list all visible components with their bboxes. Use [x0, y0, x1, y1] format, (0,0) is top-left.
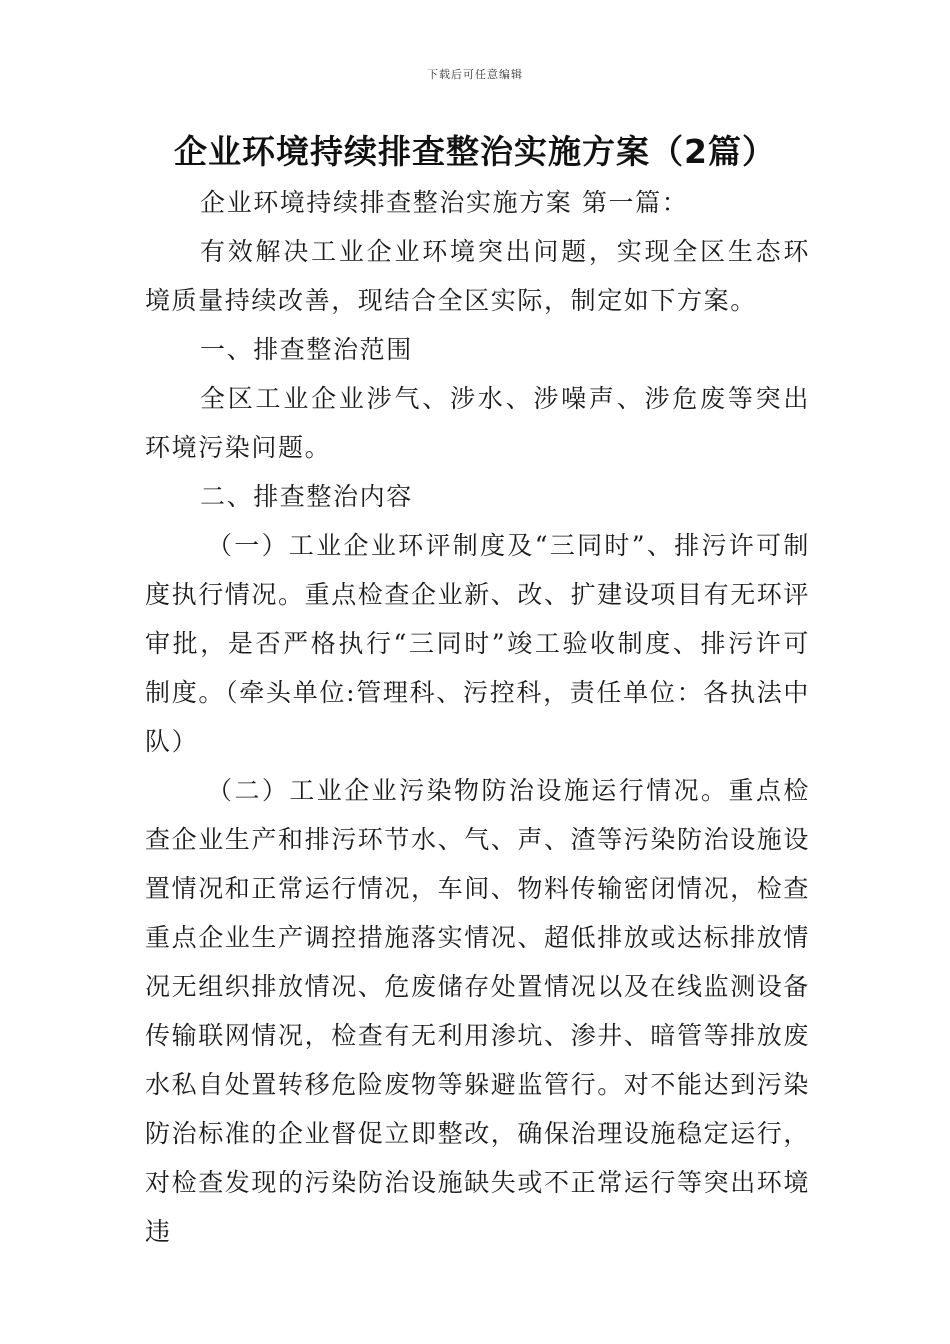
- document-title: 企业环境持续排查整治实施方案（2篇）: [174, 132, 776, 171]
- purpose-paragraph: 有效解决工业企业环境突出问题，实现全区生态环境质量持续改善，现结合全区实际，制定如下方案。: [145, 237, 810, 315]
- intro-paragraph: 企业环境持续排查整治实施方案 第一篇：: [200, 188, 689, 217]
- section-heading-scope: 一、排查整治范围: [200, 335, 413, 364]
- scope-paragraph: 全区工业企业涉气、涉水、涉噪声、涉危废等突出环境污染问题。: [145, 384, 810, 462]
- section-heading-content: 二、排查整治内容: [200, 482, 413, 511]
- document-body: [145, 178, 810, 1256]
- content-item-2: （二）工业企业污染物防治设施运行情况。重点检查企业生产和排污环节水、气、声、渣等污染防治设施设置情况和正常运行情况，车间、物料传输密闭情况，检查重点企业生产调控措施落实情况、超低排放或达标排放情况无组织排放情况、危废储存处置情况以及在线监测设备传输联网情况，检查有无利用渗坑、渗井、暗管等排放废水私自处置转移危险废物等躲避监管行。对不能达到污染防治标准的企业督促立即整改，确保治理设施稳定运行，对检查发现的污染防治设施缺失或不正常运行等突出环境违: [145, 776, 811, 1246]
- header-note: 下载后可任意编辑: [427, 68, 523, 81]
- content-item-1: （一）工业企业环评制度及“三同时”、排污许可制度执行情况。重点检查企业新、改、扩建设项目有无环评审批，是否严格执行“三同时”竣工验收制度、排污许可制度。（牵头单位:管理科、污控科，责任单位：各执法中队）: [145, 531, 811, 756]
